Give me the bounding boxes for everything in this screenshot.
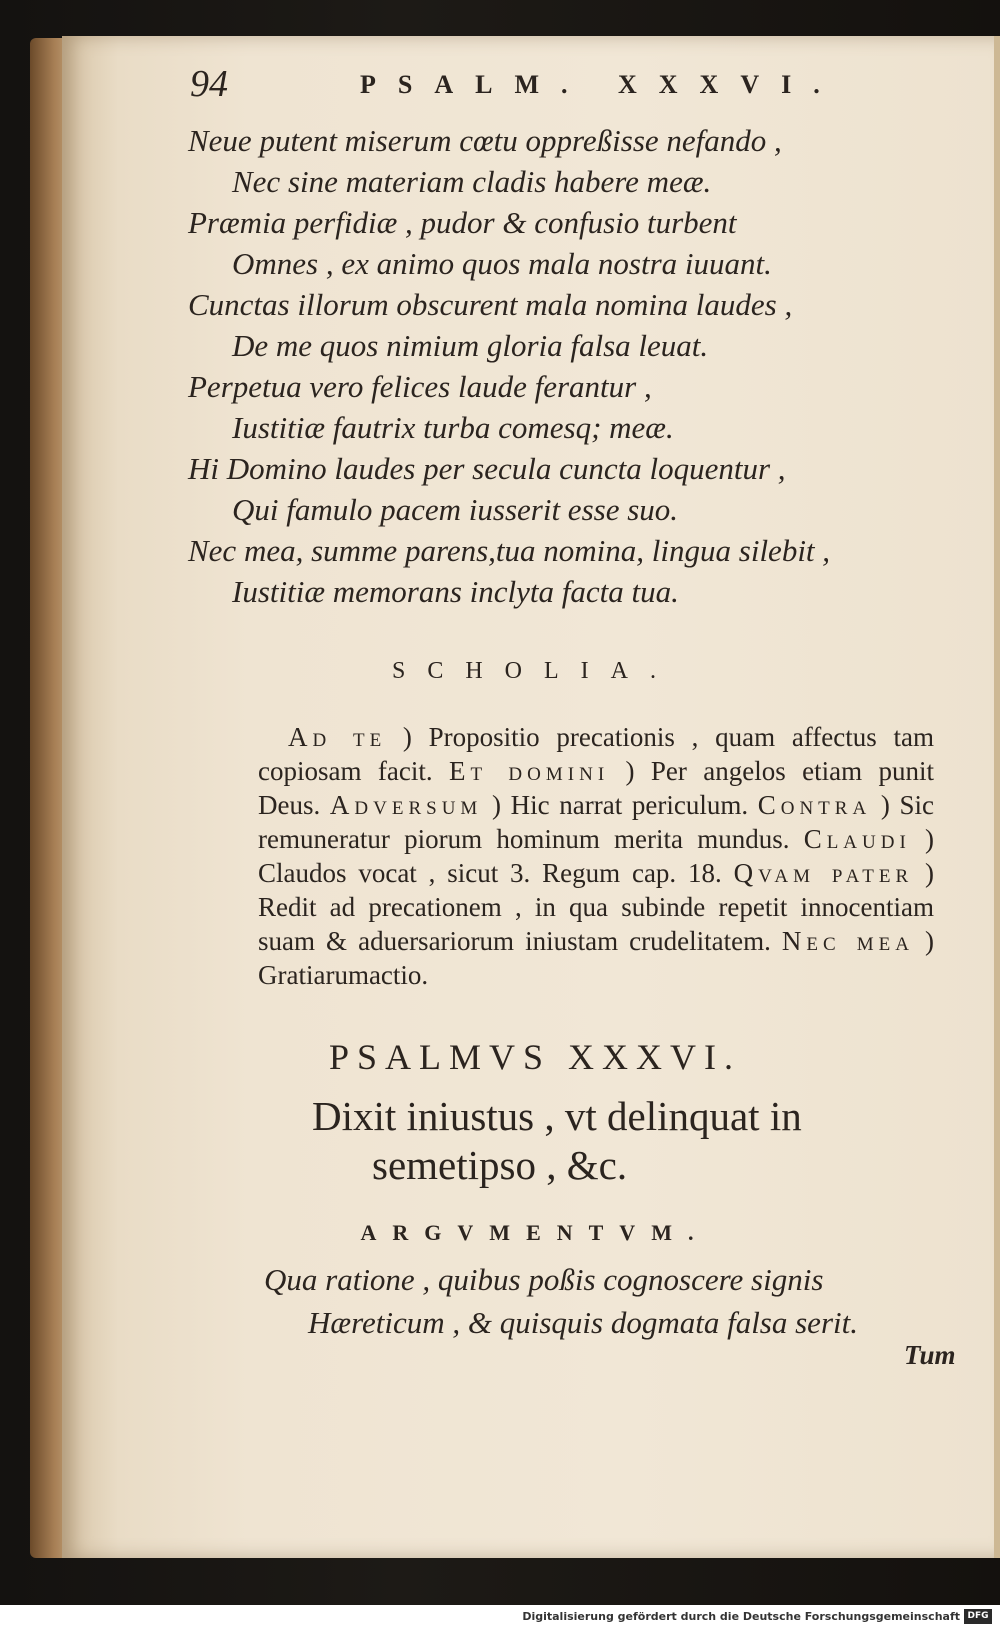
lemma: Contra [757,790,872,820]
verse-line: Cunctas illorum obscurent mala nomina laudes , [188,287,793,322]
verse-line: Nec sine materiam cladis habere meæ. [232,164,712,199]
verse-line: Hi Domino laudes per secula cuncta loquentur , [188,451,786,486]
catchword: Tum [904,1340,956,1370]
scholia-paragraph [258,720,934,992]
footer-credit: Digitalisierung gefördert durch die Deutsche Forschungsgemeinschaft [522,1610,960,1623]
scholia-heading: SCHOLIA. [391,658,678,684]
psalm-title: PSALMVS XXXVI. [328,1037,742,1077]
gloss: ) Per angelos etiam punit Deus. [258,756,935,820]
page-header [190,62,890,112]
verse-block [188,120,928,612]
verse-line: Perpetua vero felices laude ferantur , [188,369,652,404]
argument-verse [264,1258,944,1344]
gloss: ) Gratiarumactio. [258,926,935,990]
verse-line: Qui famulo pacem iusserit esse suo. [232,492,679,527]
psalm-incipit [312,1092,932,1190]
incipit-line: Dixit iniustus , vt delinquat in [312,1093,802,1139]
verse-line: Omnes , ex animo quos mala nostra iuuant. [232,246,772,281]
running-head: PSALM. XXXVI. [360,70,842,99]
lemma: Adversum [329,790,483,820]
lemma: Claudi [803,824,911,854]
gloss: ) Redit ad precationem , in qua subinde repetit innocentiam suam & aduersariorum iniustam crudelitatem. [258,858,934,956]
page-number: 94 [190,63,228,105]
verse-line: Iustitiæ fautrix turba comesq; meæ. [232,410,674,445]
verse-line: Neue putent miserum cœtu oppreßisse nefando , [188,123,782,158]
page-right-margin [994,36,1000,1558]
lemma: Et domini [448,756,610,786]
gloss: ) Claudos vocat , sicut 3. Regum cap. 18. [258,824,935,888]
argument-heading: ARGVMENTVM. [360,1220,710,1245]
dfg-logo: DFG [964,1609,992,1624]
verse-line: Iustitiæ memorans inclyta facta tua. [232,574,679,609]
gloss: ) Propositio precationis , quam affectus tam copiosam facit. [258,722,934,786]
scholia-body [258,720,934,992]
lemma: Ad te [288,722,387,752]
incipit-line: semetipso , &c. [372,1142,628,1188]
gloss: ) Hic narrat periculum. [491,790,758,820]
lemma: Nec mea [781,926,914,956]
verse-line: Præmia perfidiæ , pudor & confusio turbent [188,205,737,240]
lemma: Qvam pater [733,858,914,888]
argument-line: Hæreticum , & quisquis dogmata falsa serit. [308,1305,858,1340]
verse-line: Nec mea, summe parens,tua nomina, lingua silebit , [188,533,831,568]
argument-line: Qua ratione , quibus poßis cognoscere signis [264,1262,824,1297]
verse-line: De me quos nimium gloria falsa leuat. [232,328,709,363]
gloss: ) Sic remuneratur piorum hominum merita mundus. [258,790,934,854]
footer-bar [0,1605,1000,1629]
